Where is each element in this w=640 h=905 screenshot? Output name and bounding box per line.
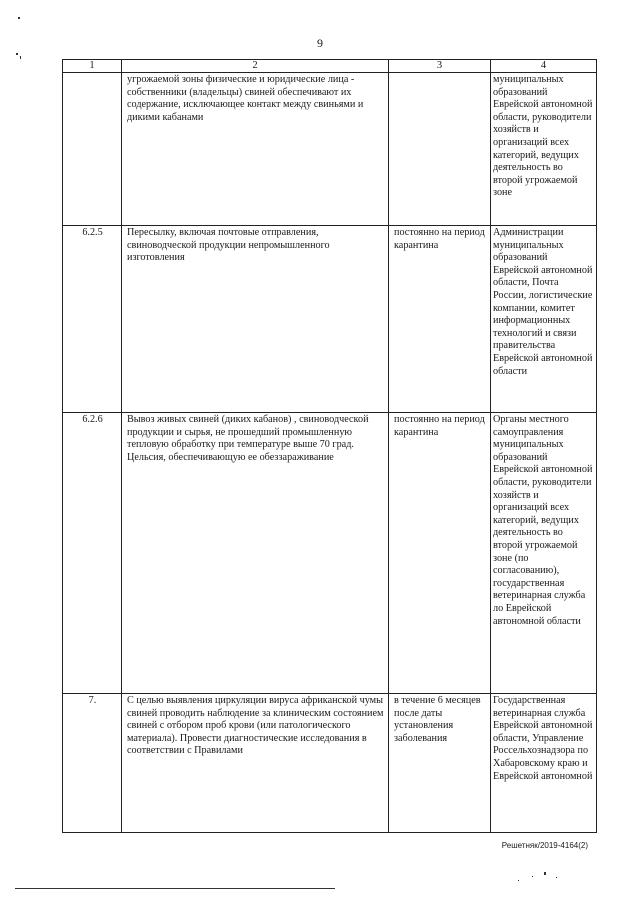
row-number: 7.	[63, 694, 122, 833]
page-number: 9	[317, 36, 323, 50]
row-measure: Вывоз живых свиней (диких кабанов) , свиноводческой продукции и сырья, не прошедший промышленную тепловую обработку при температуре выше 70 град. Цельсия, обеспечивающую ее обеззараживание	[122, 413, 389, 694]
header-col-4: 4	[491, 60, 597, 73]
measures-table	[62, 59, 597, 833]
row-term: постоянно на период карантина	[389, 226, 491, 413]
table-row	[63, 73, 597, 226]
row-responsible: Государственная ветеринарная служба Еврейской автономной области, Управление Россельхознадзора по Хабаровскому краю и Еврейской автономной	[491, 694, 597, 833]
table-row	[63, 694, 597, 833]
row-term	[389, 73, 491, 226]
table-row	[63, 413, 597, 694]
header-col-2: 2	[122, 60, 389, 73]
row-number: 6.2.6	[63, 413, 122, 694]
scan-speck	[556, 877, 557, 878]
row-responsible: Органы местного самоуправления муниципальных образований Еврейской автономной области, руководители хозяйств и организаций всех категорий, ведущих деятельность во второй угрожаемой зоне (по согласованию), государственная ветеринарная служба ло Еврейской автономной области	[491, 413, 597, 694]
row-number	[63, 73, 122, 226]
scan-speck	[18, 17, 20, 19]
header-col-1: 1	[63, 60, 122, 73]
scan-speck	[544, 872, 546, 875]
scan-speck	[20, 56, 21, 59]
table-header-row	[63, 60, 597, 73]
scan-speck	[532, 876, 533, 877]
row-measure: угрожаемой зоны физические и юридические лица - собственники (владельцы) свиней обеспечивают их содержание, исключающее контакт между свиньями и дикими кабанами	[122, 73, 389, 226]
row-measure: Пересылку, включая почтовые отправления, свиноводческой продукции непромышленного изготовления	[122, 226, 389, 413]
row-term: в течение 6 месяцев после даты установления заболевания	[389, 694, 491, 833]
bottom-rule	[15, 888, 335, 889]
row-measure: С целью выявления циркуляции вируса африканской чумы свиней проводить наблюдение за клиническим состоянием свиней с отбором проб крови (или патологического материала). Провести диагностические исследования в соответствии с Правилами	[122, 694, 389, 833]
header-col-3: 3	[389, 60, 491, 73]
row-term: постоянно на период карантина	[389, 413, 491, 694]
row-responsible: муниципальных образований Еврейской автономной области, руководители хозяйств и организаций всех категорий, ведущих деятельность во второй угрожаемой зоне	[491, 73, 597, 226]
row-responsible: Администрации муниципальных образований Еврейской автономной области, Почта России, логистические компании, комитет информационных технологий и связи правительства Еврейской автономной области	[491, 226, 597, 413]
table-row	[63, 226, 597, 413]
row-number: 6.2.5	[63, 226, 122, 413]
document-id: Решетняк/2019-4164(2)	[501, 841, 588, 850]
scan-speck	[518, 880, 519, 881]
scan-speck	[16, 53, 18, 55]
